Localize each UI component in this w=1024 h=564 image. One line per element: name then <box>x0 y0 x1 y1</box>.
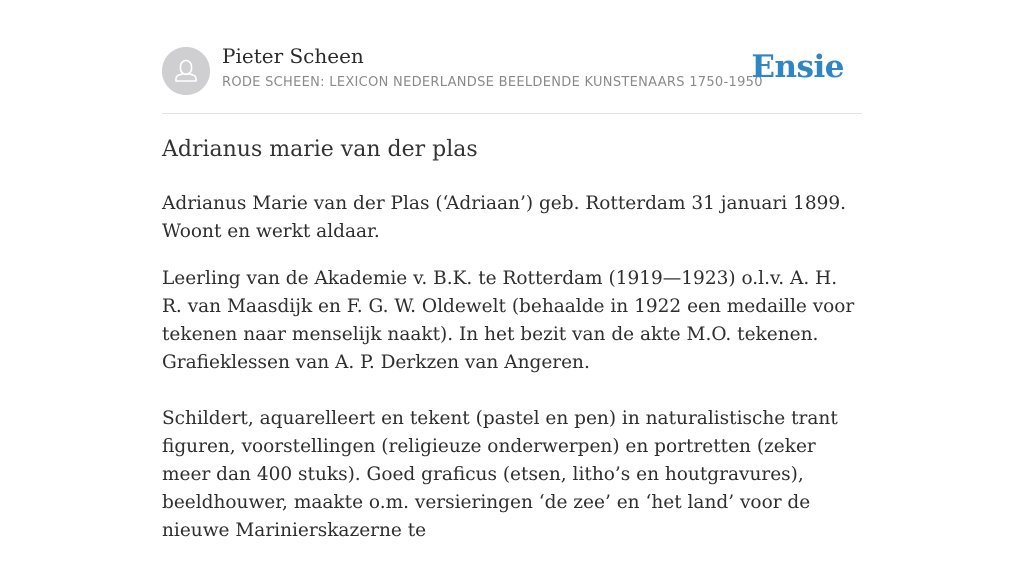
paragraph: Schildert, aquarelleert en tekent (pastel en pen) in naturalistische trant figuren, voorstellingen (religieuze onderwerpen) en portretten (zeker meer dan 400 stuks). Goed graficus (etsen, litho’s en houtgravures), beeldhouwer, maakte o.m. versieringen ‘de zee’ en ‘het land’ voor de nieuwe Marinierskazerne te <box>162 408 838 541</box>
paragraph: Adrianus Marie van der Plas (‘Adriaan’) geb. Rotterdam 31 januari 1899. Woont en werkt aldaar. <box>162 193 847 242</box>
article-body <box>162 190 862 564</box>
paragraph: Leerling van de Akademie v. B.K. te Rotterdam (1919—1923) o.l.v. A. H. R. van Maasdijk en F. G. W. Oldewelt (behaalde in 1922 een medaille voor tekenen naar menselijk naakt). In het bezit van de akte M.O. tekenen. Grafieklessen van A. P. Derkzen van Angeren. <box>162 268 855 373</box>
author-name[interactable]: Pieter Scheen <box>222 44 364 68</box>
article-title: Adrianus marie van der plas <box>162 137 478 162</box>
article-container <box>162 0 862 541</box>
article-header <box>162 0 862 114</box>
user-avatar-icon[interactable] <box>162 47 210 95</box>
ensie-logo[interactable]: Ensie <box>751 49 844 85</box>
source-title[interactable]: RODE SCHEEN: LEXICON NEDERLANDSE BEELDENDE KUNSTENAARS 1750-1950 <box>222 75 763 90</box>
